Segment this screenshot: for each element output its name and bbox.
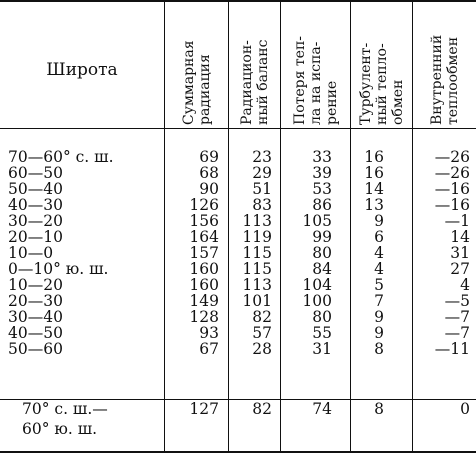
value-cell: 16	[364, 164, 384, 182]
table-row	[0, 150, 476, 165]
value-cell: 14	[450, 228, 470, 246]
value-cell: 80	[312, 244, 332, 262]
value-cell: 57	[252, 324, 272, 342]
latitude-cell: 20—30	[8, 292, 63, 310]
value-cell: 33	[312, 148, 332, 166]
value-cell: 128	[189, 308, 219, 326]
value-cell: 29	[252, 164, 272, 182]
latitude-cell: 50—40	[8, 180, 63, 198]
table-row	[0, 294, 476, 309]
value-cell: 99	[312, 228, 332, 246]
value-cell: 28	[252, 340, 272, 358]
total-value-cell: 0	[460, 400, 470, 418]
table-row	[0, 214, 476, 229]
table-row	[0, 246, 476, 261]
value-cell: 4	[460, 276, 470, 294]
value-cell: —7	[444, 324, 470, 342]
column-header	[229, 0, 280, 128]
table-row	[0, 262, 476, 277]
table-row	[0, 198, 476, 213]
value-cell: 9	[374, 308, 384, 326]
value-cell: 156	[189, 212, 219, 230]
table-row	[0, 342, 476, 357]
header-rule	[0, 128, 476, 129]
total-value-cell: 127	[189, 400, 219, 418]
latitude-cell: 20—10	[8, 228, 63, 246]
column-header	[165, 0, 228, 128]
latitude-cell: 40—50	[8, 324, 63, 342]
value-cell: 39	[312, 164, 332, 182]
value-cell: 9	[374, 212, 384, 230]
value-cell: 84	[312, 260, 332, 278]
value-cell: 68	[199, 164, 219, 182]
value-cell: 90	[199, 180, 219, 198]
value-cell: 105	[302, 212, 332, 230]
value-cell: 115	[242, 260, 272, 278]
value-cell: 157	[189, 244, 219, 262]
latitude-cell: 30—20	[8, 212, 63, 230]
latitude-cell: 10—20	[8, 276, 63, 294]
table-row	[0, 326, 476, 341]
table-row	[0, 230, 476, 245]
latitude-cell: 40—30	[8, 196, 63, 214]
row-header-latitude: Широта	[46, 60, 118, 80]
value-cell: 9	[374, 324, 384, 342]
value-cell: 4	[374, 260, 384, 278]
value-cell: 7	[374, 292, 384, 310]
value-cell: —5	[444, 292, 470, 310]
value-cell: 126	[189, 196, 219, 214]
value-cell: 53	[312, 180, 332, 198]
value-cell: 51	[252, 180, 272, 198]
value-cell: —26	[434, 164, 470, 182]
latitude-cell: 60—50	[8, 164, 63, 182]
value-cell: 86	[312, 196, 332, 214]
value-cell: 115	[242, 244, 272, 262]
value-cell: 119	[242, 228, 272, 246]
value-cell: 113	[242, 276, 272, 294]
value-cell: 164	[189, 228, 219, 246]
value-cell: 160	[189, 276, 219, 294]
value-cell: 4	[374, 244, 384, 262]
value-cell: 149	[189, 292, 219, 310]
total-latitude-line2: 60° ю. ш.	[22, 420, 98, 438]
value-cell: —16	[434, 180, 470, 198]
value-cell: 82	[252, 308, 272, 326]
value-cell: 27	[450, 260, 470, 278]
column-header-radiation-balance: Радиацион- ный баланс	[238, 39, 271, 125]
latitude-cell: 10—0	[8, 244, 54, 262]
table-row	[0, 310, 476, 325]
value-cell: 13	[364, 196, 384, 214]
total-value-cell: 74	[312, 400, 332, 418]
column-header-turbulent-exchange: Турбулент- ный тепло- обмен	[357, 42, 406, 125]
value-cell: 5	[374, 276, 384, 294]
value-cell: 69	[199, 148, 219, 166]
column-header-total-radiation: Суммарная радиация	[180, 40, 213, 125]
value-cell: —16	[434, 196, 470, 214]
value-cell: 6	[374, 228, 384, 246]
value-cell: —1	[444, 212, 470, 230]
table-row	[0, 166, 476, 181]
total-value-cell: 8	[374, 400, 384, 418]
column-header-evaporation-loss: Потеря теп- ла на испа- рение	[291, 35, 340, 125]
value-cell: 31	[312, 340, 332, 358]
table-row	[0, 278, 476, 293]
latitude-cell: 30—40	[8, 308, 63, 326]
value-cell: —7	[444, 308, 470, 326]
value-cell: 16	[364, 148, 384, 166]
value-cell: 23	[252, 148, 272, 166]
latitude-cell: 50—60	[8, 340, 63, 358]
value-cell: 101	[242, 292, 272, 310]
value-cell: 31	[450, 244, 470, 262]
value-cell: 160	[189, 260, 219, 278]
column-header	[351, 0, 412, 128]
value-cell: 104	[302, 276, 332, 294]
total-latitude-line1: 70° с. ш.—	[22, 400, 108, 418]
value-cell: 113	[242, 212, 272, 230]
column-header-internal-exchange: Внутренний теплообмен	[428, 34, 461, 125]
value-cell: —26	[434, 148, 470, 166]
latitude-cell: 0—10° ю. ш.	[8, 260, 109, 278]
value-cell: 100	[302, 292, 332, 310]
value-cell: 83	[252, 196, 272, 214]
latitude-cell: 70—60° с. ш.	[8, 148, 114, 166]
value-cell: —11	[434, 340, 470, 358]
value-cell: 80	[312, 308, 332, 326]
column-header	[413, 0, 476, 128]
value-cell: 14	[364, 180, 384, 198]
value-cell: 67	[199, 340, 219, 358]
table-row	[0, 182, 476, 197]
value-cell: 93	[199, 324, 219, 342]
total-value-cell: 82	[252, 400, 272, 418]
column-header	[281, 0, 350, 128]
value-cell: 8	[374, 340, 384, 358]
value-cell: 55	[312, 324, 332, 342]
